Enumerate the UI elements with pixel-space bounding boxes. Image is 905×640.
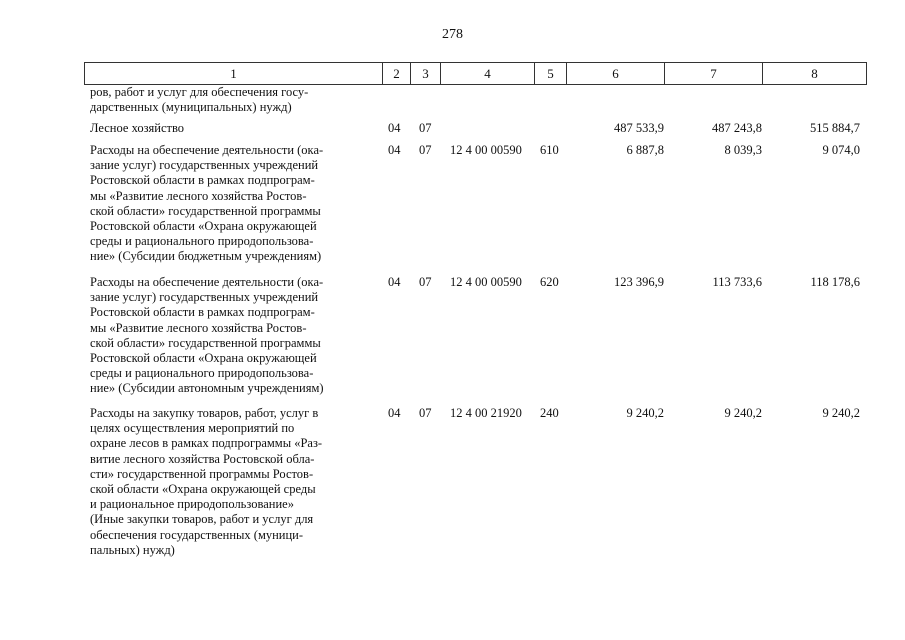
description-line: Расходы на обеспечение деятельности (ока- [90, 275, 324, 289]
cell-year-2: 9 240,2 [724, 406, 762, 420]
description-line: Лесное хозяйство [90, 121, 185, 135]
cell-year-3: 9 240,2 [822, 406, 860, 420]
column-header-row [84, 62, 867, 85]
description-line: ской области» государственной программы [90, 203, 321, 218]
description-line: Расходы на закупку товаров, работ, услуг в [90, 406, 319, 420]
description-line: Ростовской области «Охрана окружающей [90, 219, 317, 234]
cell-csr: 12 4 00 00590 [450, 275, 522, 289]
description-line: ние» (Субсидии бюджетным учреждениям) [90, 249, 322, 264]
description-line: (Иные закупки товаров, работ и услуг для [90, 512, 314, 527]
page-number: 278 [442, 27, 463, 42]
description-line: зание услуг) государственных учреждений [90, 158, 319, 173]
cell-csr: 12 4 00 00590 [450, 143, 522, 157]
row-description [90, 406, 377, 558]
cell-pr: 07 [419, 406, 432, 420]
column-header-3: 3 [411, 63, 441, 85]
description-line: пальных) нужд) [90, 542, 175, 557]
cell-year-1: 9 240,2 [626, 406, 664, 420]
cell-pr: 07 [419, 121, 432, 135]
cell-year-2: 113 733,6 [712, 275, 762, 289]
cell-csr: 12 4 00 21920 [450, 406, 522, 420]
description-line: ской области «Охрана окружающей среды [90, 482, 316, 497]
cell-year-3: 9 074,0 [822, 143, 860, 157]
description-line: мы «Развитие лесного хозяйства Ростов- [90, 188, 307, 203]
description-line: среды и рационального природопользова- [90, 234, 314, 249]
column-header-8: 8 [763, 63, 867, 85]
cell-vr: 240 [540, 406, 559, 420]
column-header-4: 4 [441, 63, 535, 85]
cell-rz: 04 [388, 275, 401, 289]
description-line: ской области» государственной программы [90, 335, 321, 350]
description-line: Ростовской области в рамках подпрограм- [90, 305, 315, 320]
description-line: и рациональное природопользование» [90, 497, 294, 512]
cell-year-1: 487 533,9 [614, 121, 664, 135]
description-line: Ростовской области «Охрана окружающей [90, 351, 317, 366]
cell-year-1: 123 396,9 [614, 275, 664, 289]
description-line: сти» государственной программы Ростов- [90, 466, 314, 481]
cell-year-3: 515 884,7 [810, 121, 860, 135]
cell-rz: 04 [388, 406, 401, 420]
column-header-6: 6 [567, 63, 665, 85]
description-line: Расходы на обеспечение деятельности (ока- [90, 143, 324, 157]
row-description [90, 85, 377, 115]
description-line: зание услуг) государственных учреждений [90, 290, 319, 305]
description-line: ров, работ и услуг для обеспечения госу- [90, 85, 309, 99]
cell-year-2: 8 039,3 [724, 143, 762, 157]
cell-rz: 04 [388, 143, 401, 157]
row-description [90, 121, 377, 136]
description-line: Ростовской области в рамках подпрограм- [90, 173, 315, 188]
cell-year-2: 487 243,8 [712, 121, 762, 135]
cell-vr: 610 [540, 143, 559, 157]
description-line: среды и рационального природопользова- [90, 366, 314, 381]
description-line: витие лесного хозяйства Ростовской обла- [90, 451, 315, 466]
cell-vr: 620 [540, 275, 559, 289]
cell-pr: 07 [419, 275, 432, 289]
cell-pr: 07 [419, 143, 432, 157]
cell-year-3: 118 178,6 [810, 275, 860, 289]
description-line: обеспечения государственных (муници- [90, 527, 304, 542]
description-line: дарственных (муниципальных) нужд) [90, 100, 292, 115]
description-line: целях осуществления мероприятий по [90, 421, 295, 436]
column-header-1: 1 [85, 63, 383, 85]
column-header-5: 5 [535, 63, 567, 85]
column-header-2: 2 [383, 63, 411, 85]
cell-year-1: 6 887,8 [626, 143, 664, 157]
row-description [90, 275, 377, 397]
row-description [90, 143, 377, 265]
cell-rz: 04 [388, 121, 401, 135]
description-line: ние» (Субсидии автономным учреждениям) [90, 381, 324, 396]
description-line: охране лесов в рамках подпрограммы «Раз- [90, 436, 323, 451]
column-header-7: 7 [665, 63, 763, 85]
description-line: мы «Развитие лесного хозяйства Ростов- [90, 320, 307, 335]
